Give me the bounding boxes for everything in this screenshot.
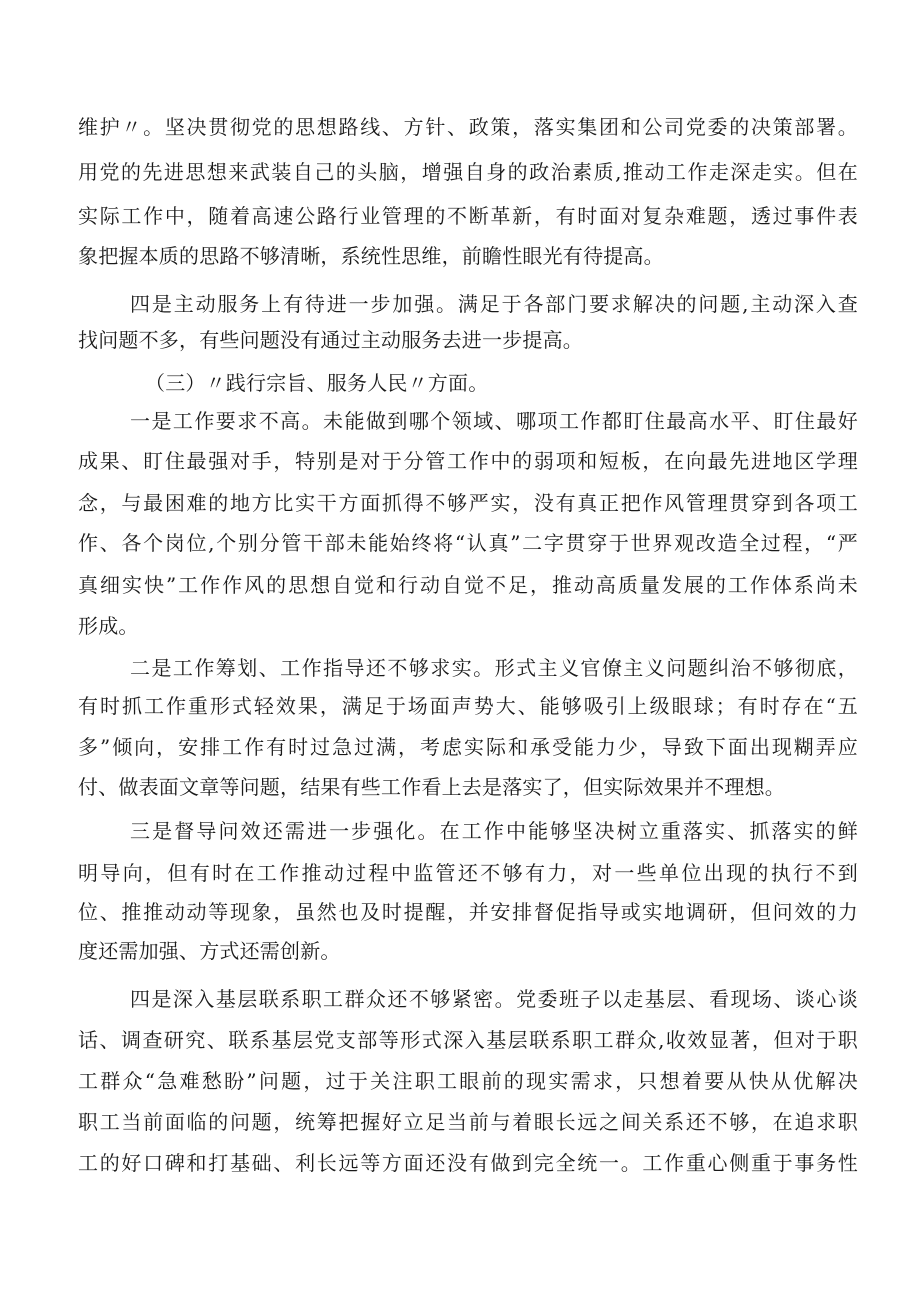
text-line: 真细实快”工作作风的思想自觉和行动自觉不足，推动高质量发展的工作体系尚未: [78, 573, 858, 597]
text-line: 用党的先进思想来武装自己的头脑，增强自身的政治素质,推动工作走深走实。但在: [78, 160, 858, 184]
paragraph-start: 二是工作筹划、工作指导还不够求实。形式主义官僚主义问题纠治不够彻底，: [130, 656, 858, 680]
paragraph-start: 三是督导问效还需进一步强化。在工作中能够坚决树立重落实、抓落实的鲜: [130, 819, 858, 843]
text-line: 位、推推动动等现象，虽然也及时提醒，并安排督促指导或实地调研，但问效的力: [78, 900, 858, 924]
text-line: 工群众“急难愁盼”问题，过于关注职工眼前的现实需求，只想着要从快从优解决: [78, 1069, 858, 1093]
text-line: 找问题不多，有些问题没有通过主动服务去进一步提高。: [78, 328, 583, 352]
paragraph-start: 四是深入基层联系职工群众还不够紧密。党委班子以走基层、看现场、谈心谈: [130, 987, 858, 1011]
text-line: 象把握本质的思路不够清晰，系统性思维，前瞻性眼光有待提高。: [78, 244, 664, 268]
text-line: 作、各个岗位,个别分管干部未能始终将“认真”二字贯穿于世界观改造全过程，“严: [78, 531, 858, 555]
text-line: 形成。: [78, 614, 139, 638]
paragraph-start: 四是主动服务上有待进一步加强。满足于各部门要求解决的问题,主动深入查: [130, 292, 858, 316]
text-line: 实际工作中，随着高速公路行业管理的不断革新，有时面对复杂难题，透过事件表: [78, 204, 858, 228]
section-heading: （三）〃践行宗旨、服务人民〃方面。: [145, 371, 489, 395]
text-line: 话、调查研究、联系基层党支部等形式深入基层联系职工群众,收效显著，但对于职: [78, 1028, 858, 1052]
text-line: 工的好口碑和打基础、利长远等方面还没有做到完全统一。工作重心侧重于事务性: [78, 1151, 858, 1175]
text-line: 付、做表面文章等问题，结果有些工作看上去是落实了，但实际效果并不理想。: [78, 775, 785, 799]
text-line: 维护〃。坚决贯彻党的思想路线、方针、政策，落实集团和公司党委的决策部署。: [78, 115, 858, 139]
text-line: 念，与最困难的地方比实干方面抓得不够严实，没有真正把作风管理贯穿到各项工: [78, 491, 858, 515]
paragraph-start: 一是工作要求不高。未能做到哪个领域、哪项工作都盯住最高水平、盯住最好: [130, 409, 858, 433]
text-line: 职工当前面临的问题，统筹把握好立足当前与着眼长远之间关系还不够，在追求职: [78, 1110, 858, 1134]
text-line: 明导向，但有时在工作推动过程中监管还不够有力，对一些单位出现的执行不到: [78, 861, 858, 885]
text-line: 多”倾向，安排工作有时过急过满，考虑实际和承受能力少，导致下面出现糊弄应: [78, 735, 858, 759]
text-line: 度还需加强、方式还需创新。: [78, 939, 341, 963]
text-line: 成果、盯住最强对手，特别是对于分管工作中的弱项和短板，在向最先进地区学理: [78, 449, 858, 473]
text-line: 有时抓工作重形式轻效果，满足于场面声势大、能够吸引上级眼球；有时存在“五: [78, 694, 858, 718]
